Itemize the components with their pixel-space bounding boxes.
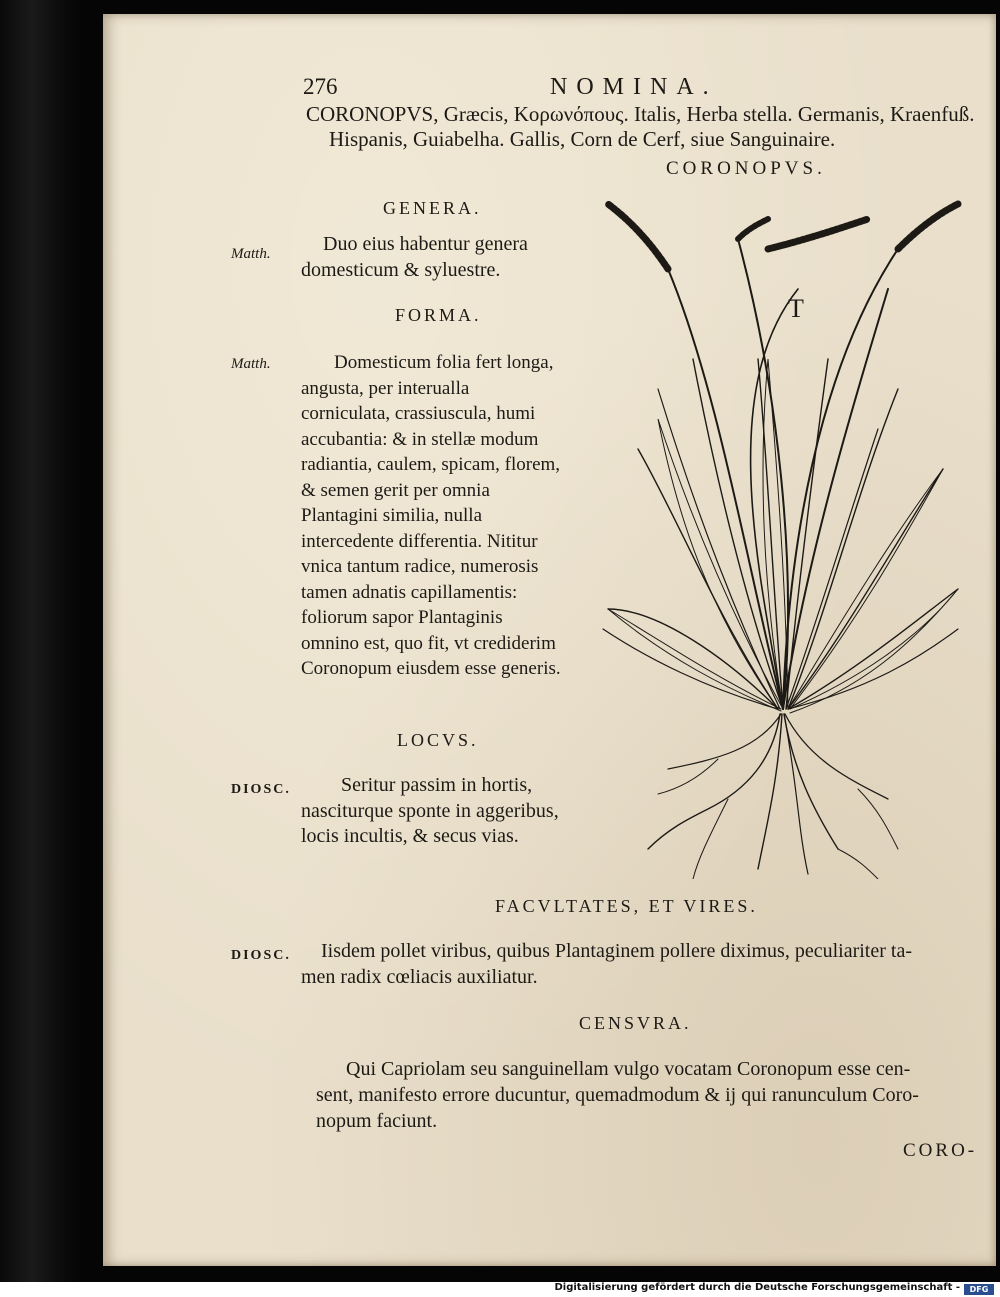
- digitization-footer: [0, 1282, 1000, 1297]
- censura-heading: CENSVRA.: [579, 1013, 692, 1033]
- locus-text: Seritur passim in hortis, nasciturque sponte in aggeribus, locis incultis, & secus vias.: [301, 774, 559, 847]
- facultates-line-2: men radix cœliacis auxiliatur.: [301, 966, 538, 988]
- facultates-line-1: Iisdem pollet viribus, quibus Plantaginem pollere diximus, peculiariter ta-: [321, 940, 912, 962]
- locus-margin-note: DIOSC.: [231, 782, 291, 797]
- genera-heading: GENERA.: [383, 198, 482, 218]
- facultates-heading: FACVLTATES, ET VIRES.: [495, 896, 758, 916]
- forma-text: Domesticum folia fert longa, angusta, per interualla corniculata, crassiuscula, humi accubantia: & in stellæ modum radiantia, caulem, spicam, florem, & semen gerit per omnia Plantagini similia, nulla intercedente differentia. Nititur vnica tantum radice, numerosis tamen adnatis capillamentis: foliorum sapor Plantaginis omnino est, quo fit, vt crediderim Coronopum eiusdem esse generis.: [301, 352, 561, 679]
- book-binding: [0, 0, 80, 1282]
- title-line-2: Hispanis, Guiabelha. Gallis, Corn de Cerf, siue Sanguinaire.: [329, 127, 836, 151]
- censura-line-2: sent, manifesto errore ducuntur, quemadmodum & ij qui ranunculum Coro-: [316, 1084, 919, 1106]
- censura-line-3: nopum faciunt.: [316, 1110, 438, 1132]
- genera-margin-note: Matth.: [231, 246, 271, 262]
- plate-letter-t: T: [788, 294, 804, 323]
- forma-margin-note: Matth.: [231, 356, 271, 372]
- dfg-logo[interactable]: DFG: [964, 1284, 994, 1295]
- page-number: 276: [303, 74, 338, 99]
- coronopus-woodcut-illustration: [598, 189, 968, 879]
- censura-line-1: Qui Capriolam seu sanguinellam vulgo vocatam Coronopum esse cen-: [346, 1058, 911, 1080]
- locus-heading: LOCVS.: [397, 730, 479, 750]
- book-page: [103, 14, 996, 1266]
- forma-heading: FORMA.: [395, 305, 482, 325]
- funding-credit: Digitalisierung gefördert durch die Deutsche Forschungsgemeinschaft -: [554, 1282, 960, 1293]
- running-head: NOMINA.: [550, 74, 718, 100]
- title-line-1: CORONOPVS, Græcis, Κορωνόπους. Italis, Herba stella. Germanis, Kraenfuß.: [306, 102, 975, 126]
- facultates-margin-note: DIOSC.: [231, 948, 291, 963]
- plant-caption: CORONOPVS.: [666, 158, 826, 179]
- genera-text: Duo eius habentur genera domesticum & syluestre.: [301, 233, 528, 281]
- catchword: CORO-: [903, 1140, 978, 1161]
